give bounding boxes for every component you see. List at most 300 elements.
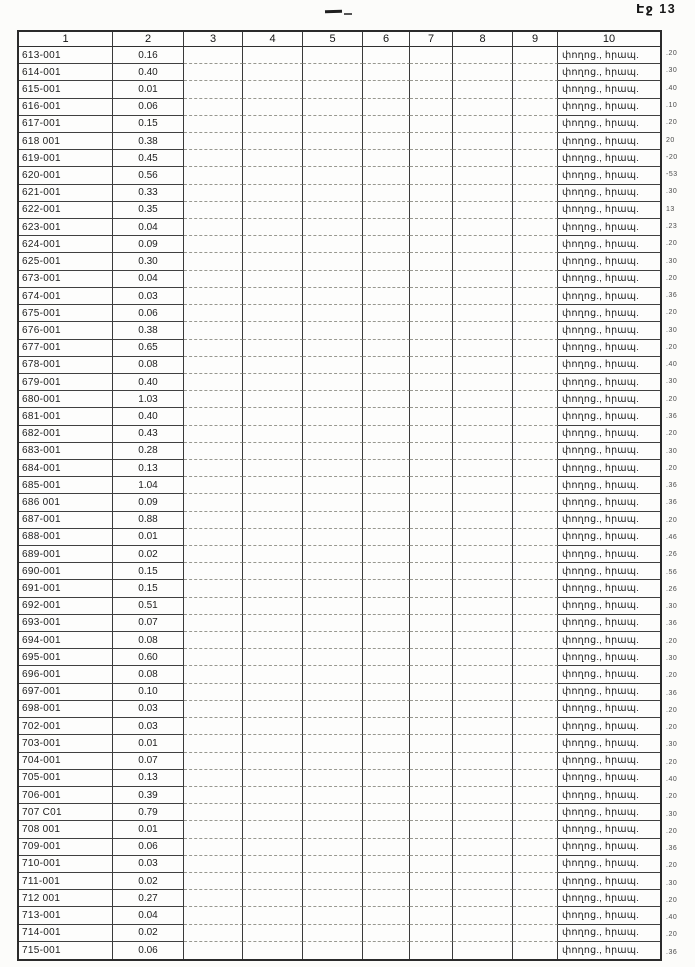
empty-cell xyxy=(303,167,363,184)
empty-cell xyxy=(363,701,410,718)
empty-cell xyxy=(184,288,243,305)
empty-cell xyxy=(363,322,410,339)
value-cell: 0.13 xyxy=(113,460,184,477)
empty-cell xyxy=(410,477,453,494)
empty-cell xyxy=(453,236,513,253)
note-cell: փողոց., հրապ. xyxy=(558,907,660,924)
empty-cell xyxy=(184,408,243,425)
empty-cell xyxy=(303,426,363,443)
empty-cell xyxy=(453,460,513,477)
empty-cell xyxy=(513,529,558,546)
empty-cell xyxy=(303,133,363,150)
empty-cell xyxy=(303,271,363,288)
empty-cell xyxy=(303,477,363,494)
row-id-cell: 675-001 xyxy=(19,305,113,322)
empty-cell xyxy=(243,925,303,942)
note-cell: փողոց., հրապ. xyxy=(558,821,660,838)
empty-cell xyxy=(453,512,513,529)
empty-cell xyxy=(513,580,558,597)
row-id-cell: 688-001 xyxy=(19,529,113,546)
empty-cell xyxy=(303,718,363,735)
row-id-cell: 616-001 xyxy=(19,99,113,116)
empty-cell xyxy=(410,942,453,959)
column-header: 6 xyxy=(363,32,410,47)
row-id-cell: 694-001 xyxy=(19,632,113,649)
margin-fragment: .20 xyxy=(666,464,678,472)
row-id-cell: 682-001 xyxy=(19,426,113,443)
note-cell: փողոց., հրապ. xyxy=(558,787,660,804)
empty-cell xyxy=(243,408,303,425)
empty-cell xyxy=(513,804,558,821)
note-cell: փողոց., հրապ. xyxy=(558,81,660,98)
column-header: 4 xyxy=(243,32,303,47)
empty-cell xyxy=(303,787,363,804)
empty-cell xyxy=(243,907,303,924)
empty-cell xyxy=(513,925,558,942)
empty-cell xyxy=(363,271,410,288)
value-cell: 0.28 xyxy=(113,443,184,460)
empty-cell xyxy=(303,357,363,374)
value-cell: 0.15 xyxy=(113,563,184,580)
empty-cell xyxy=(410,81,453,98)
empty-cell xyxy=(513,288,558,305)
empty-cell xyxy=(184,391,243,408)
margin-fragment: .20 xyxy=(666,309,678,317)
note-cell: փողոց., հրապ. xyxy=(558,753,660,770)
empty-cell xyxy=(184,718,243,735)
empty-cell xyxy=(453,856,513,873)
column-header: 5 xyxy=(303,32,363,47)
empty-cell xyxy=(453,494,513,511)
row-id-cell: 695-001 xyxy=(19,649,113,666)
empty-cell xyxy=(410,804,453,821)
empty-cell xyxy=(243,666,303,683)
value-cell: 0.79 xyxy=(113,804,184,821)
empty-cell xyxy=(243,322,303,339)
empty-cell xyxy=(410,426,453,443)
row-id-cell: 707 C01 xyxy=(19,804,113,821)
row-id-cell: 703-001 xyxy=(19,735,113,752)
margin-fragment: .30 xyxy=(666,741,678,749)
row-id-cell: 617-001 xyxy=(19,116,113,133)
row-id-cell: 702-001 xyxy=(19,718,113,735)
empty-cell xyxy=(363,907,410,924)
column-header: 10 xyxy=(558,32,660,47)
empty-cell xyxy=(363,288,410,305)
margin-fragment: .20 xyxy=(666,274,678,282)
empty-cell xyxy=(410,167,453,184)
note-cell: փողոց., հրապ. xyxy=(558,804,660,821)
empty-cell xyxy=(184,839,243,856)
row-id-cell: 686 001 xyxy=(19,494,113,511)
empty-cell xyxy=(303,305,363,322)
empty-cell xyxy=(243,271,303,288)
empty-cell xyxy=(410,99,453,116)
empty-cell xyxy=(410,598,453,615)
note-cell: փողոց., հրապ. xyxy=(558,580,660,597)
empty-cell xyxy=(363,202,410,219)
empty-cell xyxy=(303,253,363,270)
empty-cell xyxy=(184,357,243,374)
empty-cell xyxy=(303,202,363,219)
empty-cell xyxy=(303,925,363,942)
empty-cell xyxy=(410,408,453,425)
margin-fragment: .20 xyxy=(666,240,678,248)
value-cell: 0.01 xyxy=(113,821,184,838)
margin-fragment: .26 xyxy=(666,585,678,593)
note-cell: փողոց., հրապ. xyxy=(558,632,660,649)
row-id-cell: 713-001 xyxy=(19,907,113,924)
value-cell: 0.01 xyxy=(113,735,184,752)
value-cell: 0.04 xyxy=(113,271,184,288)
empty-cell xyxy=(363,494,410,511)
empty-cell xyxy=(184,942,243,959)
empty-cell xyxy=(184,770,243,787)
row-id-cell: 693-001 xyxy=(19,615,113,632)
margin-fragment: .20 xyxy=(666,430,678,438)
empty-cell xyxy=(513,787,558,804)
margin-fragment: 20 xyxy=(666,136,675,144)
empty-cell xyxy=(410,202,453,219)
row-id-cell: 678-001 xyxy=(19,357,113,374)
empty-cell xyxy=(513,494,558,511)
empty-cell xyxy=(363,99,410,116)
empty-cell xyxy=(243,340,303,357)
empty-cell xyxy=(410,133,453,150)
empty-cell xyxy=(243,735,303,752)
empty-cell xyxy=(410,632,453,649)
note-cell: փողոց., հրապ. xyxy=(558,701,660,718)
empty-cell xyxy=(363,873,410,890)
empty-cell xyxy=(513,460,558,477)
margin-fragment: .30 xyxy=(666,378,678,386)
note-cell: փողոց., հրապ. xyxy=(558,340,660,357)
margin-fragment: .20 xyxy=(666,896,678,904)
empty-cell xyxy=(363,787,410,804)
empty-cell xyxy=(243,890,303,907)
right-margin-fragments xyxy=(666,45,694,961)
empty-cell xyxy=(243,546,303,563)
row-id-cell: 618 001 xyxy=(19,133,113,150)
margin-fragment: .30 xyxy=(666,654,678,662)
empty-cell xyxy=(303,391,363,408)
empty-cell xyxy=(363,408,410,425)
empty-cell xyxy=(363,340,410,357)
value-cell: 0.40 xyxy=(113,64,184,81)
note-cell: փողոց., հրապ. xyxy=(558,408,660,425)
empty-cell xyxy=(453,202,513,219)
empty-cell xyxy=(513,563,558,580)
empty-cell xyxy=(453,529,513,546)
empty-cell xyxy=(243,753,303,770)
empty-cell xyxy=(363,116,410,133)
empty-cell xyxy=(453,580,513,597)
empty-cell xyxy=(513,839,558,856)
value-cell: 0.08 xyxy=(113,666,184,683)
empty-cell xyxy=(513,271,558,288)
empty-cell xyxy=(410,839,453,856)
row-id-cell: 614-001 xyxy=(19,64,113,81)
empty-cell xyxy=(513,202,558,219)
empty-cell xyxy=(453,99,513,116)
empty-cell xyxy=(453,150,513,167)
empty-cell xyxy=(453,925,513,942)
margin-fragment: .20 xyxy=(666,827,678,835)
empty-cell xyxy=(410,684,453,701)
margin-fragment: .30 xyxy=(666,257,678,265)
note-cell: փողոց., հրապ. xyxy=(558,64,660,81)
empty-cell xyxy=(453,167,513,184)
row-id-cell: 710-001 xyxy=(19,856,113,873)
empty-cell xyxy=(184,202,243,219)
empty-cell xyxy=(410,116,453,133)
empty-cell xyxy=(410,185,453,202)
value-cell: 0.15 xyxy=(113,580,184,597)
empty-cell xyxy=(184,735,243,752)
empty-cell xyxy=(243,718,303,735)
empty-cell xyxy=(303,701,363,718)
empty-cell xyxy=(363,546,410,563)
empty-cell xyxy=(453,873,513,890)
empty-cell xyxy=(410,374,453,391)
empty-cell xyxy=(243,288,303,305)
note-cell: փողոց., հրապ. xyxy=(558,615,660,632)
row-id-cell: 687-001 xyxy=(19,512,113,529)
empty-cell xyxy=(410,47,453,64)
margin-fragment: .36 xyxy=(666,845,678,853)
note-cell: փողոց., հրապ. xyxy=(558,890,660,907)
empty-cell xyxy=(184,374,243,391)
empty-cell xyxy=(363,580,410,597)
margin-fragment: .30 xyxy=(666,188,678,196)
empty-cell xyxy=(243,64,303,81)
empty-cell xyxy=(184,81,243,98)
empty-cell xyxy=(453,839,513,856)
empty-cell xyxy=(303,47,363,64)
margin-fragment: .30 xyxy=(666,67,678,75)
empty-cell xyxy=(363,460,410,477)
empty-cell xyxy=(513,357,558,374)
row-id-cell: 679-001 xyxy=(19,374,113,391)
empty-cell xyxy=(363,150,410,167)
value-cell: 0.06 xyxy=(113,839,184,856)
margin-fragment: .40 xyxy=(666,361,678,369)
empty-cell xyxy=(513,391,558,408)
note-cell: փողոց., հրապ. xyxy=(558,99,660,116)
empty-cell xyxy=(303,494,363,511)
margin-fragment: .40 xyxy=(666,775,678,783)
empty-cell xyxy=(243,202,303,219)
empty-cell xyxy=(303,340,363,357)
row-id-cell: 619-001 xyxy=(19,150,113,167)
empty-cell xyxy=(184,494,243,511)
empty-cell xyxy=(410,787,453,804)
empty-cell xyxy=(453,116,513,133)
empty-cell xyxy=(303,322,363,339)
empty-cell xyxy=(303,150,363,167)
note-cell: փողոց., հրապ. xyxy=(558,253,660,270)
empty-cell xyxy=(363,133,410,150)
note-cell: փողոց., հրապ. xyxy=(558,133,660,150)
margin-fragment: .20 xyxy=(666,343,678,351)
note-cell: փողոց., հրապ. xyxy=(558,150,660,167)
empty-cell xyxy=(453,443,513,460)
empty-cell xyxy=(363,374,410,391)
empty-cell xyxy=(303,546,363,563)
margin-fragment: .36 xyxy=(666,689,678,697)
empty-cell xyxy=(363,305,410,322)
empty-cell xyxy=(513,150,558,167)
margin-fragment: .36 xyxy=(666,620,678,628)
empty-cell xyxy=(363,770,410,787)
value-cell: 0.30 xyxy=(113,253,184,270)
empty-cell xyxy=(513,718,558,735)
margin-fragment: .36 xyxy=(666,482,678,490)
note-cell: փողոց., հրապ. xyxy=(558,735,660,752)
empty-cell xyxy=(363,443,410,460)
empty-cell xyxy=(303,598,363,615)
empty-cell xyxy=(513,856,558,873)
value-cell: 0.08 xyxy=(113,632,184,649)
value-cell: 0.09 xyxy=(113,494,184,511)
empty-cell xyxy=(363,357,410,374)
note-cell: փողոց., հրապ. xyxy=(558,202,660,219)
empty-cell xyxy=(513,116,558,133)
empty-cell xyxy=(243,236,303,253)
empty-cell xyxy=(410,907,453,924)
empty-cell xyxy=(184,632,243,649)
note-cell: փողոց., հրապ. xyxy=(558,443,660,460)
value-cell: 0.07 xyxy=(113,615,184,632)
value-cell: 0.39 xyxy=(113,787,184,804)
empty-cell xyxy=(410,529,453,546)
margin-fragment: .20 xyxy=(666,516,678,524)
value-cell: 0.03 xyxy=(113,701,184,718)
column-header: 9 xyxy=(513,32,558,47)
note-cell: փողոց., հրապ. xyxy=(558,494,660,511)
value-cell: 0.07 xyxy=(113,753,184,770)
margin-fragment: .30 xyxy=(666,879,678,887)
empty-cell xyxy=(243,873,303,890)
margin-fragment: .36 xyxy=(666,499,678,507)
empty-cell xyxy=(513,322,558,339)
margin-fragment: .30 xyxy=(666,326,678,334)
empty-cell xyxy=(184,133,243,150)
empty-cell xyxy=(363,167,410,184)
empty-cell xyxy=(184,701,243,718)
row-id-cell: 711-001 xyxy=(19,873,113,890)
empty-cell xyxy=(243,133,303,150)
empty-cell xyxy=(453,632,513,649)
value-cell: 0.06 xyxy=(113,99,184,116)
margin-fragment: .20 xyxy=(666,119,678,127)
value-cell: 0.65 xyxy=(113,340,184,357)
row-id-cell: 706-001 xyxy=(19,787,113,804)
margin-fragment: .10 xyxy=(666,101,678,109)
empty-cell xyxy=(410,718,453,735)
empty-cell xyxy=(184,512,243,529)
note-cell: փողոց., հրապ. xyxy=(558,185,660,202)
empty-cell xyxy=(513,684,558,701)
value-cell: 0.38 xyxy=(113,133,184,150)
margin-fragment: 13 xyxy=(666,205,675,213)
empty-cell xyxy=(184,684,243,701)
margin-fragment: .23 xyxy=(666,222,678,230)
empty-cell xyxy=(243,81,303,98)
empty-cell xyxy=(363,512,410,529)
empty-cell xyxy=(303,942,363,959)
scan-artifact-mark-small xyxy=(344,13,352,15)
empty-cell xyxy=(303,64,363,81)
empty-cell xyxy=(303,81,363,98)
empty-cell xyxy=(303,443,363,460)
empty-cell xyxy=(243,563,303,580)
value-cell: 0.01 xyxy=(113,529,184,546)
note-cell: փողոց., հրապ. xyxy=(558,718,660,735)
margin-fragment: .20 xyxy=(666,672,678,680)
row-id-cell: 620-001 xyxy=(19,167,113,184)
value-cell: 0.56 xyxy=(113,167,184,184)
empty-cell xyxy=(184,649,243,666)
note-cell: փողոց., հրապ. xyxy=(558,460,660,477)
empty-cell xyxy=(243,684,303,701)
empty-cell xyxy=(303,563,363,580)
value-cell: 0.43 xyxy=(113,426,184,443)
empty-cell xyxy=(453,391,513,408)
empty-cell xyxy=(410,546,453,563)
empty-cell xyxy=(243,839,303,856)
value-cell: 0.35 xyxy=(113,202,184,219)
empty-cell xyxy=(513,632,558,649)
empty-cell xyxy=(363,735,410,752)
note-cell: փողոց., հրապ. xyxy=(558,684,660,701)
empty-cell xyxy=(410,701,453,718)
empty-cell xyxy=(184,821,243,838)
note-cell: փողոց., հրապ. xyxy=(558,598,660,615)
empty-cell xyxy=(453,305,513,322)
empty-cell xyxy=(243,253,303,270)
empty-cell xyxy=(453,322,513,339)
value-cell: 0.03 xyxy=(113,288,184,305)
empty-cell xyxy=(513,305,558,322)
empty-cell xyxy=(363,219,410,236)
empty-cell xyxy=(184,615,243,632)
empty-cell xyxy=(184,219,243,236)
value-cell: 0.40 xyxy=(113,408,184,425)
value-cell: 0.45 xyxy=(113,150,184,167)
empty-cell xyxy=(453,942,513,959)
row-id-cell: 689-001 xyxy=(19,546,113,563)
empty-cell xyxy=(184,322,243,339)
empty-cell xyxy=(513,821,558,838)
empty-cell xyxy=(513,219,558,236)
empty-cell xyxy=(363,64,410,81)
empty-cell xyxy=(410,150,453,167)
empty-cell xyxy=(363,632,410,649)
empty-cell xyxy=(363,47,410,64)
empty-cell xyxy=(453,374,513,391)
empty-cell xyxy=(453,735,513,752)
empty-cell xyxy=(303,185,363,202)
empty-cell xyxy=(243,374,303,391)
empty-cell xyxy=(513,890,558,907)
empty-cell xyxy=(363,236,410,253)
empty-cell xyxy=(453,684,513,701)
empty-cell xyxy=(513,47,558,64)
empty-cell xyxy=(410,391,453,408)
empty-cell xyxy=(243,804,303,821)
empty-cell xyxy=(410,322,453,339)
